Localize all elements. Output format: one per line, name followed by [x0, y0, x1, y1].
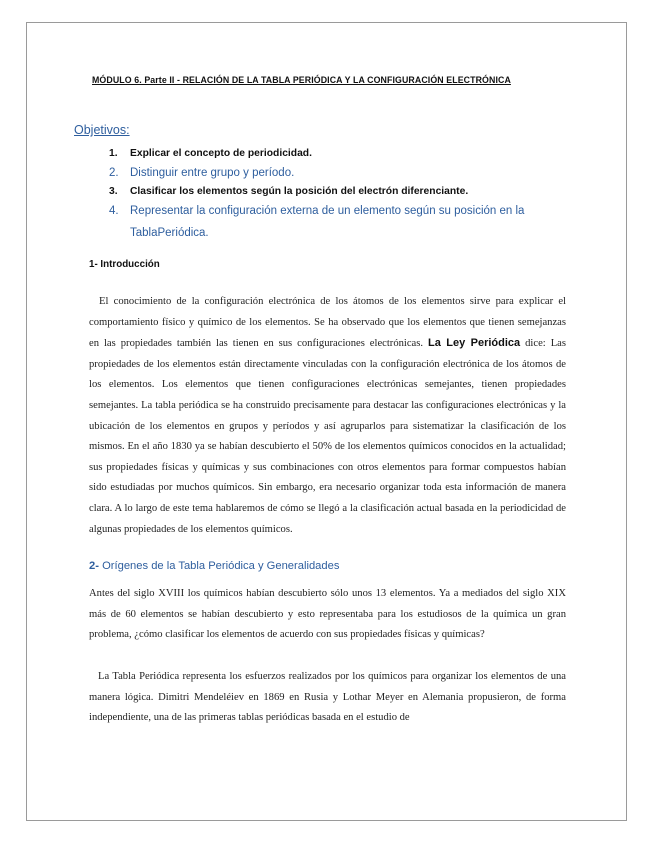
- section-2-title: Orígenes de la Tabla Periódica y Generalidades: [102, 560, 340, 572]
- section-2-paragraph-2: La Tabla Periódica representa los esfuerzos realizados por los químicos para organizar los elementos de una manera lógica. Dimitri Mendeléiev en 1869 en Rusia y Lothar Meyer en Alemania propusieron, de forma independiente, una de las primeras tablas periódicas basada en el estudio de: [89, 671, 566, 724]
- objective-item: [109, 200, 579, 244]
- objective-number: 2.: [109, 167, 119, 179]
- law-term: La Ley Periódica: [428, 337, 521, 350]
- objectives-heading: Objetivos:: [74, 123, 130, 137]
- section-2-heading: [89, 560, 339, 572]
- objective-text: Explicar el concepto de periodicidad.: [130, 148, 312, 159]
- objective-number: 1.: [109, 148, 118, 159]
- section-1-heading: 1- Introducción: [89, 259, 160, 270]
- paragraph-text: dice: Las propiedades de los elementos están directamente vinculadas con la configuración electrónica de los átomos de los elementos. Los elementos que tienen configuraciones electrónicas semejantes, tienen propiedades semejantes. La tabla periódica se ha construido precisamente para destacar las configuraciones electrónicas y la ubicación de los elementos en grupos y períodos y así agruparlos para sistematizar la clasificación de los mismos. En el año 1830 ya se habían descubierto el 50% de los elementos químicos conocidos en la actualidad; sus propiedades físicas y químicas y sus combinaciones con otros elementos para formar compuestos habían sido estudiadas por muchos químicos. Sin embargo, era necesario organizar toda esta información de manera clara. A lo largo de este tema hablaremos de cómo se llegó a la clasificación actual basada en la periodicidad de algunas propiedades de los elementos químicos.: [89, 338, 566, 535]
- objective-text: Representar la configuración externa de un elemento según su posición en la TablaPeriódica.: [130, 205, 525, 239]
- objective-text: Distinguir entre grupo y período.: [130, 167, 295, 179]
- objective-number: 4.: [109, 205, 119, 217]
- document-title: MÓDULO 6. Parte II - RELACIÓN DE LA TABLA PERIÓDICA Y LA CONFIGURACIÓN ELECTRÓNICA: [92, 75, 511, 85]
- objective-item: [109, 147, 579, 166]
- objective-number: 3.: [109, 186, 118, 197]
- paragraph-text: El conocimiento de la configuración electrónica de los átomos de los elementos sirve para explicar el comportamiento físico y químico de los elementos. Se ha observado que los elementos que tienen semejanzas en las propiedades también las tienen en sus configuraciones electrónicas.: [89, 296, 566, 350]
- objective-item: [109, 166, 579, 185]
- section-2-paragraph-1: Antes del siglo XVIII los químicos habían descubierto sólo unos 13 elementos. Ya a mediados del siglo XIX más de 60 elementos se habían descubierto y esto representaba para los estudiosos de la química un gran problema, ¿cómo clasificar los elementos de acuerdo con sus propiedades físicas y químicas?: [89, 588, 566, 641]
- objectives-list: [109, 147, 579, 244]
- section-2-number: 2-: [89, 560, 99, 572]
- objective-text: Clasificar los elementos según la posición del electrón diferenciante.: [130, 186, 469, 197]
- section-1-paragraph: [89, 292, 566, 540]
